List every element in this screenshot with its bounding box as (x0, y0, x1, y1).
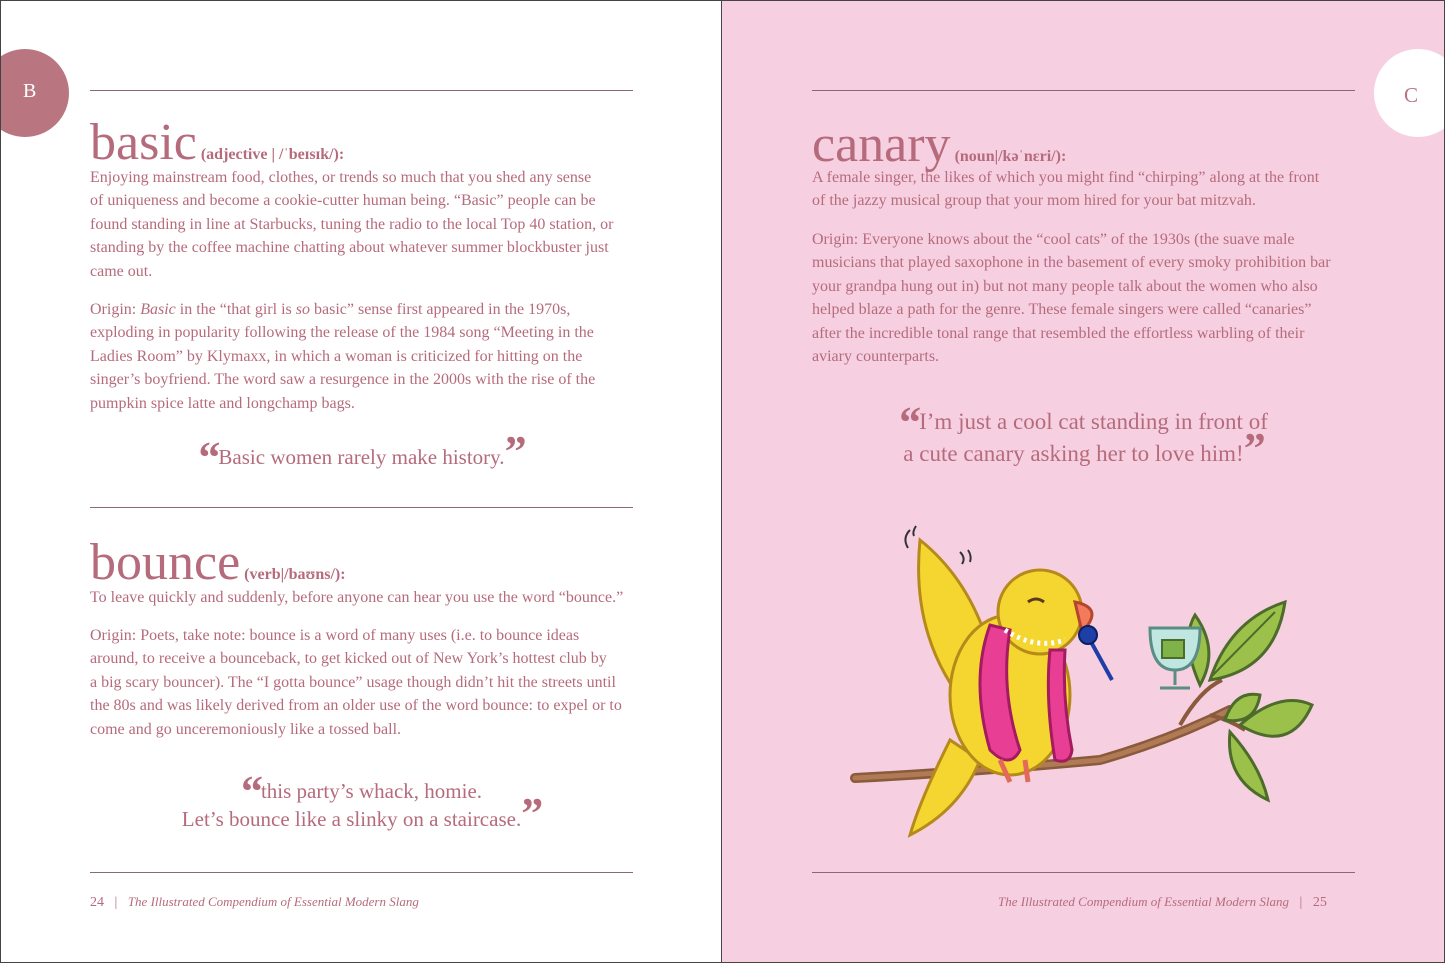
tab-letter: C (1404, 83, 1419, 107)
quote-canary: “I’m just a cool cat standing in front of a cute canary asking her to love him!” (899, 398, 1268, 473)
close-quote-mark: ” (521, 789, 542, 838)
definition-basic: Enjoying mainstream food, clothes, or trends so much that you shed any sense of uniqueness and become a cookie-cutter human being. “Basic” people can be found standing in line at Starbucks, tuning the radio to the local Top 40 station, or standing by the coffee machine chatting about whatever summer blockbuster just came out. (90, 169, 614, 280)
close-quote-mark: ” (504, 427, 525, 476)
entry-canary-heading (812, 116, 1392, 173)
leaf (1229, 732, 1268, 800)
book-title: The Illustrated Compendium of Essential Modern Slang (998, 894, 1290, 909)
headword-bounce: bounce (90, 534, 241, 591)
footer-separator: | (114, 895, 118, 910)
canary-illustration (850, 520, 1320, 840)
definition-canary: A female singer, the likes of which you might find “chirping” along at the front of the jazzy musical group that your mom hired for your bat mitzvah. (812, 169, 1320, 210)
divider-rule (90, 90, 633, 91)
pos-bounce: (verb|/baʊns/): (244, 566, 346, 583)
divider-rule (812, 90, 1355, 91)
book-title: The Illustrated Compendium of Essential Modern Slang (127, 894, 419, 909)
open-quote-mark: “ (240, 767, 261, 816)
quote-basic: “Basic women rarely make history.” (198, 427, 525, 482)
entry-basic-heading (90, 114, 650, 171)
footer-left (90, 894, 419, 911)
motion-lines (960, 550, 971, 564)
quote-bounce: “this party’s whack, homie. Let’s bounce like a slinky on a staircase.” (181, 767, 542, 838)
page-number: 25 (1312, 895, 1327, 910)
entry-bounce-heading (90, 534, 670, 591)
origin-canary: Origin: Everyone knows about the “cool cats” of the 1930s (the suave male musicians that played saxophone in the basement of every smoky prohibition bar your grandpa hung out in) but not many people talk about the women who also helped blaze a path for the genre. These female singers were called “canaries” after the incredible tonal range that resembled the effortless warbling of their aviary counterparts. (812, 231, 1331, 366)
glass-drink (1162, 640, 1184, 658)
pos-basic: (adjective | /ˈbeɪsɪk/): (200, 146, 345, 163)
definition-bounce: To leave quickly and suddenly, before anyone can hear you use the word “bounce.” (90, 589, 624, 606)
letter-tab-b (0, 49, 69, 137)
open-quote-mark: “ (899, 398, 920, 447)
footer-separator: | (1299, 895, 1303, 910)
close-quote-mark: ” (1243, 424, 1264, 473)
left-page (0, 0, 722, 963)
microphone-handle (1090, 640, 1112, 680)
headword-basic: basic (90, 114, 197, 171)
pos-canary: (noun|/kəˈnɛri/): (954, 148, 1067, 165)
origin-basic: Origin: Basic in the “that girl is so basic” sense first appeared in the 1970s, exploding in popularity following the release of the 1984 song “Meeting in the Ladies Room” by Klymaxx, in which a woman is criticized for hitting on the singer’s boyfriend. The word saw a resurgence in the 2000s with the rise of the pumpkin spice latte and longchamp bags. (90, 301, 596, 412)
origin-bounce: Origin: Poets, take note: bounce is a word of many uses (i.e. to bounce ideas around, to receive a bounceback, to get kicked out of New York’s hottest club by a big scary bouncer). The “I gotta bounce” usage though didn’t hit the streets until the 80s and was likely derived from an older use of the word bounce: to expel or to come and go unceremoniously like a tossed ball. (90, 627, 622, 738)
open-quote-mark: “ (198, 433, 219, 482)
motion-lines (905, 526, 916, 548)
headword-canary: canary (812, 116, 951, 173)
divider-rule (90, 872, 633, 873)
divider-rule (812, 872, 1355, 873)
divider-rule (90, 507, 633, 508)
page-number: 24 (90, 895, 104, 910)
footer-right (998, 894, 1327, 911)
tab-letter: B (23, 80, 37, 102)
glass-stem (1160, 670, 1190, 688)
microphone-icon (1079, 626, 1097, 644)
